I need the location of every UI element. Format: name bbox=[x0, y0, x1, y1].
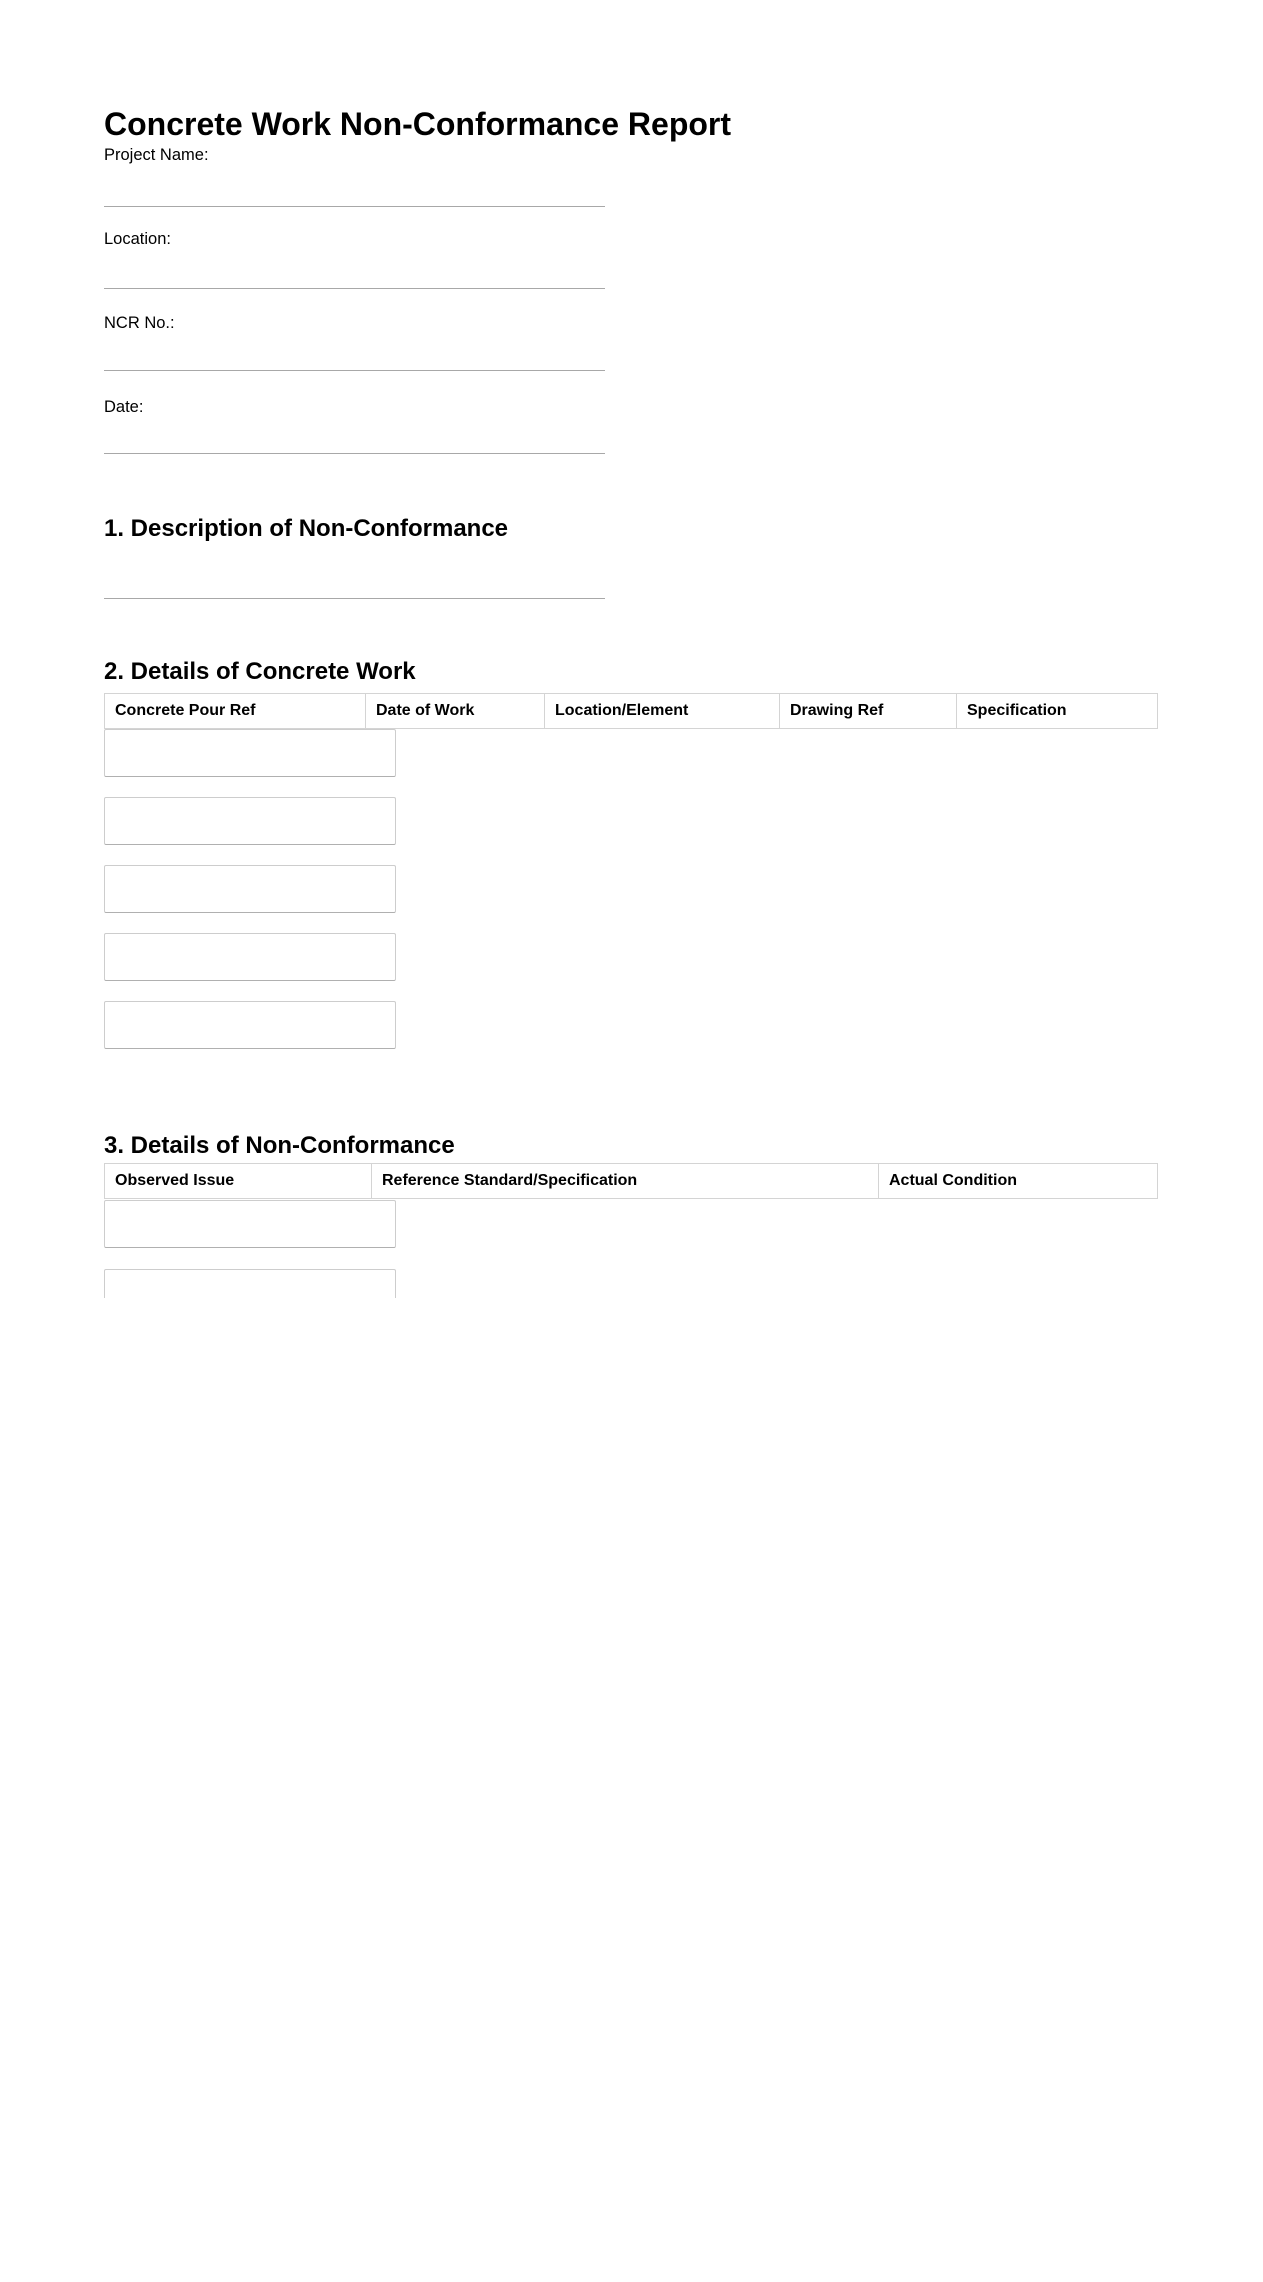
ncr-no-input[interactable] bbox=[104, 324, 605, 371]
non-conformance-table bbox=[104, 1163, 1158, 1199]
non-conformance-row-1-input[interactable] bbox=[104, 1200, 396, 1248]
col-header-concrete-pour-ref: Concrete Pour Ref bbox=[105, 694, 366, 729]
date-input[interactable] bbox=[104, 407, 605, 454]
concrete-work-row-1-input[interactable] bbox=[104, 729, 396, 777]
col-header-actual-condition: Actual Condition bbox=[879, 1164, 1158, 1199]
col-header-drawing-ref: Drawing Ref bbox=[780, 694, 957, 729]
project-name-label: Project Name: bbox=[104, 146, 209, 164]
concrete-work-row-2-input[interactable] bbox=[104, 797, 396, 845]
non-conformance-description-input[interactable] bbox=[104, 541, 605, 599]
non-conformance-table-header-row bbox=[105, 1164, 1158, 1199]
section-1-heading: 1. Description of Non-Conformance bbox=[104, 514, 509, 542]
col-header-observed-issue: Observed Issue bbox=[105, 1164, 372, 1199]
non-conformance-row-2-input[interactable] bbox=[104, 1269, 396, 1298]
date-label: Date: bbox=[104, 398, 144, 416]
concrete-work-table bbox=[104, 693, 1158, 729]
concrete-work-table-header-row bbox=[105, 694, 1158, 729]
concrete-work-row-4-input[interactable] bbox=[104, 933, 396, 981]
col-header-date-of-work: Date of Work bbox=[366, 694, 545, 729]
project-name-input[interactable] bbox=[104, 160, 605, 207]
location-label: Location: bbox=[104, 230, 171, 248]
col-header-location-element: Location/Element bbox=[545, 694, 780, 729]
ncr-no-label: NCR No.: bbox=[104, 314, 175, 332]
section-3-heading: 3. Details of Non-Conformance bbox=[104, 1131, 455, 1159]
concrete-work-row-3-input[interactable] bbox=[104, 865, 396, 913]
concrete-work-row-5-input[interactable] bbox=[104, 1001, 396, 1049]
col-header-reference-standard: Reference Standard/Specification bbox=[372, 1164, 879, 1199]
col-header-specification: Specification bbox=[957, 694, 1158, 729]
non-conformance-row-2-clipped bbox=[104, 1269, 404, 1298]
section-2-heading: 2. Details of Concrete Work bbox=[104, 657, 416, 685]
page-title: Concrete Work Non-Conformance Report bbox=[104, 106, 732, 143]
location-input[interactable] bbox=[104, 242, 605, 289]
